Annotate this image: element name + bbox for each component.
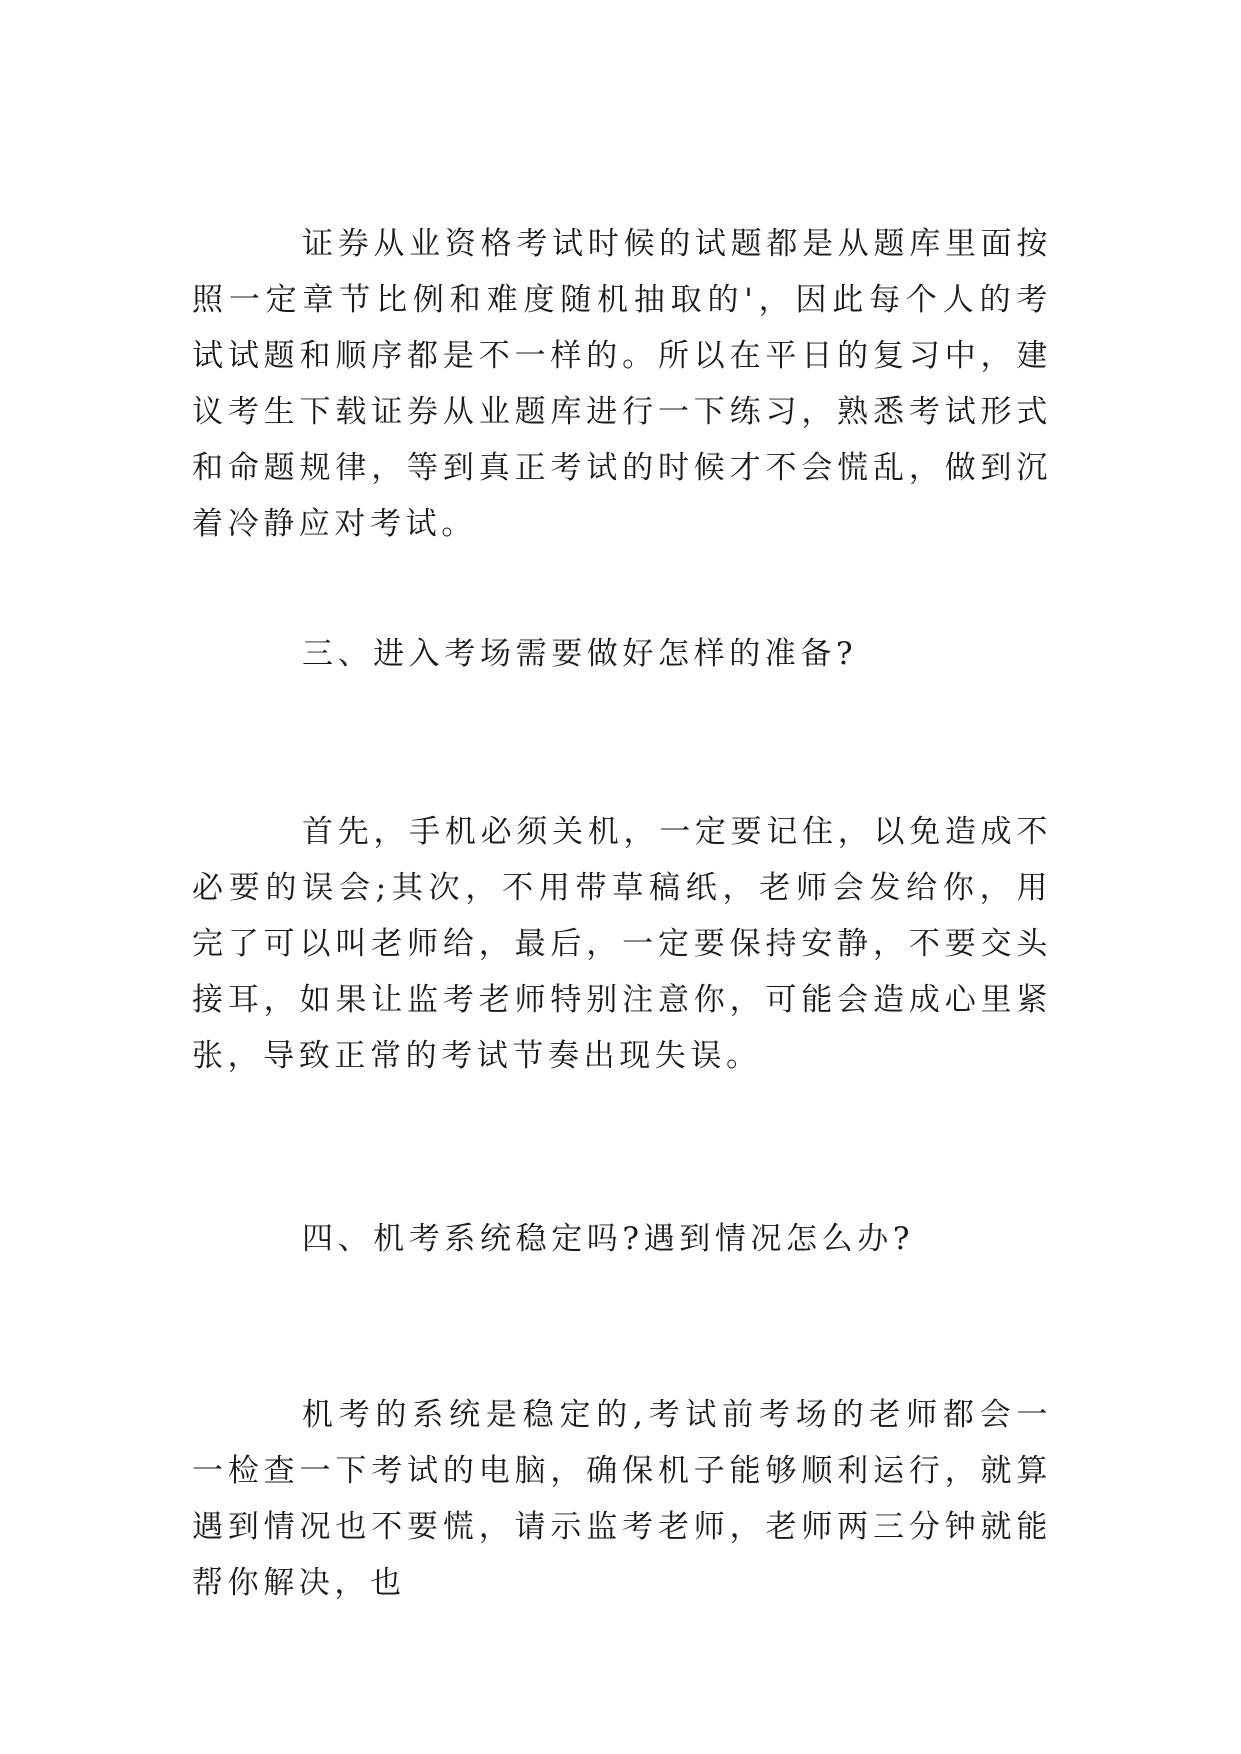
section-heading-4: 四、机考系统稳定吗?遇到情况怎么办? [302, 1221, 915, 1257]
paragraph-exam-room-preparation: 首先，手机必须关机，一定要记住，以免造成不必要的误会;其次，不用带草稿纸，老师会发给你，用完了可以叫老师给，最后，一定要保持安静，不要交头接耳，如果让监考老师特别注意你，可能会造成心里紧张，导致正常的考试节奏出现失误。 [192, 814, 1052, 1074]
section-heading-3: 三、进入考场需要做好怎样的准备? [302, 636, 858, 672]
paragraph-exam-questions: 证券从业资格考试时候的试题都是从题库里面按照一定章节比例和难度随机抽取的'，因此每个人的考试试题和顺序都是不一样的。所以在平日的复习中，建议考生下载证券从业题库进行一下练习，熟悉考试形式和命题规律，等到真正考试的时候才不会慌乱，做到沉着冷静应对考试。 [192, 226, 1052, 542]
paragraph-system-stability: 机考的系统是稳定的,考试前考场的老师都会一一检查一下考试的电脑，确保机子能够顺利运行，就算遇到情况也不要慌，请示监考老师，老师两三分钟就能帮你解决，也 [192, 1397, 1052, 1601]
